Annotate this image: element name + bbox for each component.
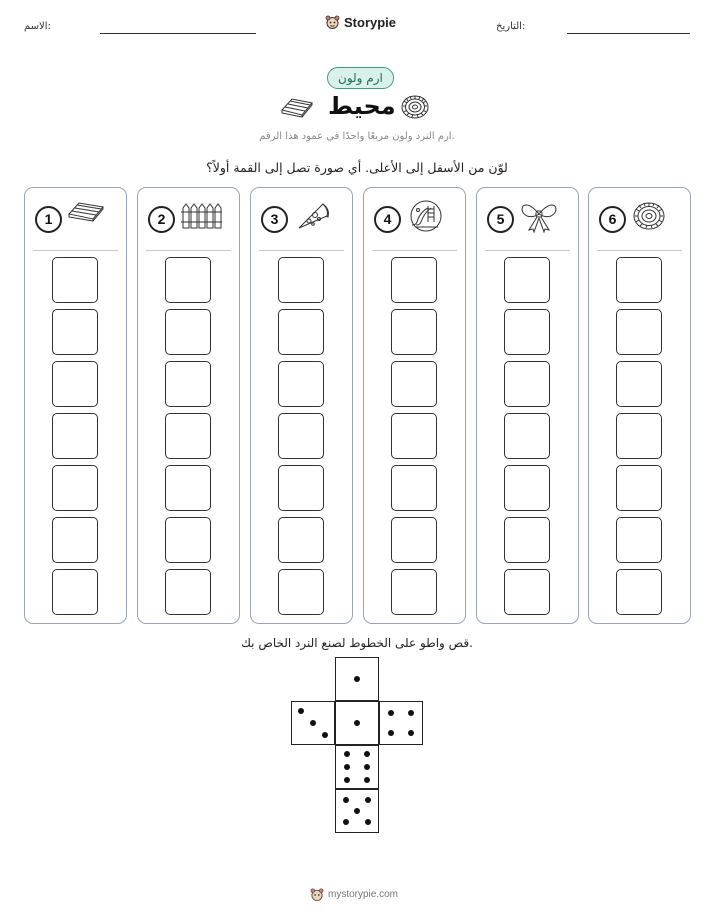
title-row — [280, 92, 440, 126]
storypie-mascot-icon — [325, 14, 340, 30]
column-5 — [476, 187, 579, 624]
color-square[interactable] — [165, 309, 211, 355]
date-label: التاريخ: — [496, 21, 526, 32]
dice-caption: قص واطو على الخطوط لصنع النرد الخاص بك. — [241, 636, 473, 650]
die-pip — [354, 676, 360, 682]
pizza-slice-icon — [293, 200, 335, 234]
footer — [310, 887, 398, 902]
die-pip — [344, 764, 350, 770]
column-divider — [485, 250, 570, 251]
coiled-rope-icon — [400, 93, 430, 121]
color-square[interactable] — [391, 465, 437, 511]
die-pip — [310, 720, 316, 726]
instruction-text: ارم النرد ولون مربعًا واحدًا في عمود هذا الرقم. — [259, 131, 455, 142]
die-pip — [344, 777, 350, 783]
die-pip — [364, 777, 370, 783]
color-square[interactable] — [616, 257, 662, 303]
question-text: لوّن من الأسفل إلى الأعلى. أي صورة تصل إلى القمة أولاً؟ — [206, 160, 508, 175]
color-square[interactable] — [278, 257, 324, 303]
column-1 — [24, 187, 127, 624]
column-number: 4 — [374, 206, 401, 233]
column-number: 2 — [148, 206, 175, 233]
column-number: 3 — [261, 206, 288, 233]
fence-icon — [180, 200, 222, 234]
color-square[interactable] — [616, 361, 662, 407]
color-square[interactable] — [165, 517, 211, 563]
die-pip — [298, 708, 304, 714]
die-face-5 — [335, 789, 379, 833]
column-3 — [250, 187, 353, 624]
column-number: 1 — [35, 206, 62, 233]
name-line — [100, 33, 256, 34]
color-square[interactable] — [165, 257, 211, 303]
column-4 — [363, 187, 466, 624]
color-square[interactable] — [278, 413, 324, 459]
die-pip — [354, 808, 360, 814]
raft-icon — [280, 96, 314, 118]
color-square[interactable] — [165, 361, 211, 407]
column-divider — [372, 250, 457, 251]
storypie-mascot-icon — [310, 887, 324, 902]
color-square[interactable] — [504, 569, 550, 615]
column-6 — [588, 187, 691, 624]
color-square[interactable] — [52, 517, 98, 563]
color-square[interactable] — [504, 309, 550, 355]
color-square[interactable] — [504, 413, 550, 459]
color-square[interactable] — [391, 569, 437, 615]
color-square[interactable] — [616, 413, 662, 459]
color-square[interactable] — [52, 569, 98, 615]
bow-icon — [519, 200, 561, 234]
die-face-4 — [379, 701, 423, 745]
column-divider — [259, 250, 344, 251]
color-square[interactable] — [165, 465, 211, 511]
color-square[interactable] — [278, 465, 324, 511]
die-face-6 — [335, 745, 379, 789]
brand-logo — [325, 14, 396, 30]
die-face-1 — [335, 657, 379, 701]
playground-slide-icon — [406, 200, 448, 234]
raft-icon — [67, 200, 109, 234]
color-square[interactable] — [52, 465, 98, 511]
color-square[interactable] — [504, 257, 550, 303]
die-pip — [388, 710, 394, 716]
color-square[interactable] — [52, 413, 98, 459]
footer-site: mystorypie.com — [328, 889, 399, 900]
column-divider — [597, 250, 682, 251]
color-square[interactable] — [391, 257, 437, 303]
color-square[interactable] — [52, 361, 98, 407]
die-pip — [322, 732, 328, 738]
die-pip — [343, 819, 349, 825]
color-square[interactable] — [616, 569, 662, 615]
die-pip — [364, 751, 370, 757]
name-label: الاسم: — [24, 21, 51, 32]
column-divider — [146, 250, 231, 251]
color-square[interactable] — [391, 361, 437, 407]
worksheet-title: محيط — [328, 92, 396, 120]
date-line — [567, 33, 690, 34]
color-square[interactable] — [165, 569, 211, 615]
color-square[interactable] — [278, 569, 324, 615]
die-pip — [343, 797, 349, 803]
die-pip — [365, 819, 371, 825]
die-pip — [388, 730, 394, 736]
die-pip — [344, 751, 350, 757]
die-pip — [354, 720, 360, 726]
column-divider — [33, 250, 118, 251]
die-face-3 — [291, 701, 335, 745]
color-square[interactable] — [616, 517, 662, 563]
color-square[interactable] — [504, 361, 550, 407]
die-pip — [365, 797, 371, 803]
die-face-1 — [335, 701, 379, 745]
die-pip — [364, 764, 370, 770]
color-square[interactable] — [165, 413, 211, 459]
color-square[interactable] — [391, 517, 437, 563]
column-number: 5 — [487, 206, 514, 233]
column-2 — [137, 187, 240, 624]
color-square[interactable] — [616, 465, 662, 511]
color-square[interactable] — [504, 517, 550, 563]
color-square[interactable] — [278, 517, 324, 563]
color-square[interactable] — [504, 465, 550, 511]
color-square[interactable] — [616, 309, 662, 355]
brand-name: Storypie — [344, 14, 397, 30]
color-square[interactable] — [391, 413, 437, 459]
color-square[interactable] — [278, 361, 324, 407]
color-square[interactable] — [391, 309, 437, 355]
coiled-rope-icon — [631, 200, 673, 234]
activity-badge: ارم ولون — [327, 67, 394, 89]
die-pip — [408, 730, 414, 736]
color-square[interactable] — [52, 257, 98, 303]
color-square[interactable] — [52, 309, 98, 355]
die-pip — [408, 710, 414, 716]
column-number: 6 — [599, 206, 626, 233]
color-square[interactable] — [278, 309, 324, 355]
